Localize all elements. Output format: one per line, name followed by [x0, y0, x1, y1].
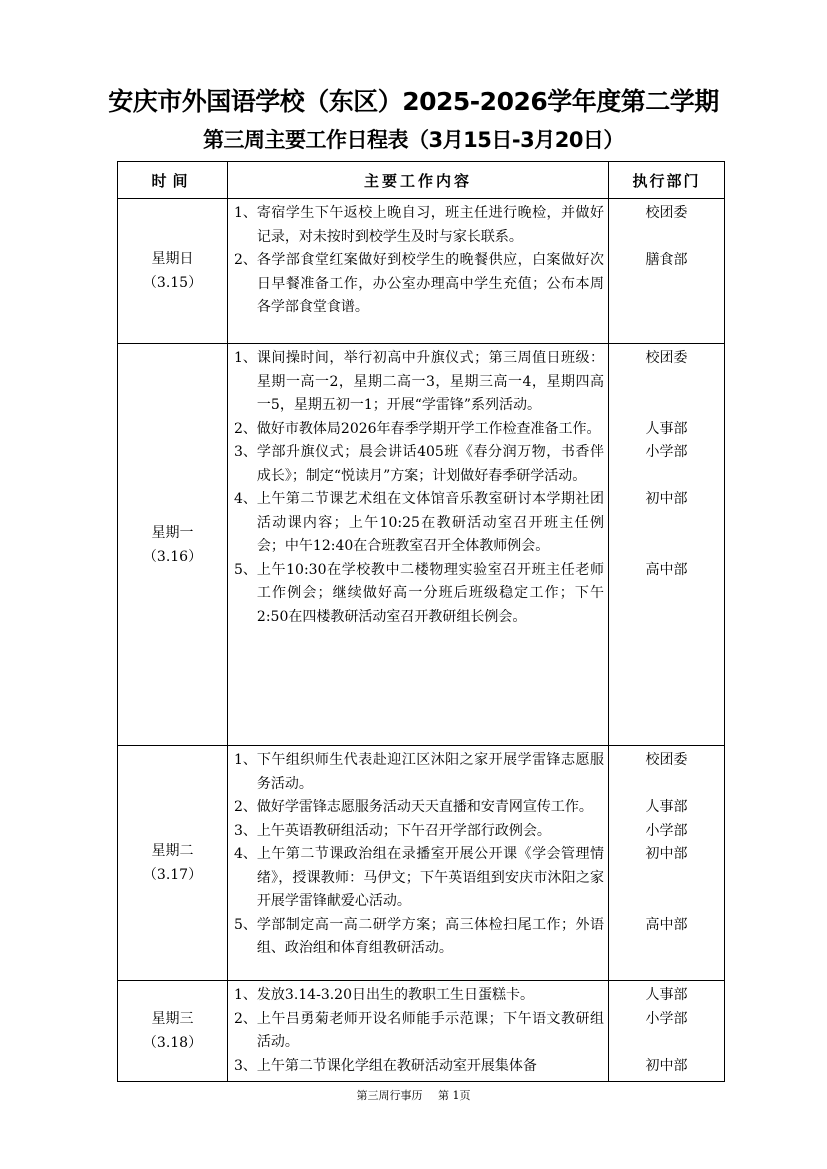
item-number: 1、 [234, 205, 257, 221]
work-item [234, 820, 604, 844]
dept-cell [609, 746, 725, 981]
day-cell [118, 981, 228, 1082]
item-dept: 小学部 [645, 822, 688, 839]
item-text: 上午第二节课化学组在教研活动室开展集体备 [256, 1057, 537, 1074]
day-date: （3.18） [142, 1035, 203, 1051]
item-dept: 人事部 [645, 799, 688, 815]
item-number: 5、 [234, 916, 257, 933]
header-time: 时间 [118, 162, 228, 199]
content-cell [228, 746, 609, 981]
footer-page-number: 第 1页 [438, 1089, 471, 1102]
day-date: （3.17） [142, 867, 203, 883]
work-item [234, 347, 604, 418]
day-name: 星期一 [151, 524, 194, 541]
work-item [234, 249, 604, 320]
work-item [234, 749, 604, 796]
item-number: 4、 [234, 491, 257, 507]
item-text: 上午10:30在学校教中二楼物理实验室召开班主任老师工作例会；继续做好高一分班后班级稳定工作；下午2:50在四楼教研活动室召开教研组长例会。 [256, 561, 604, 625]
item-number: 1、 [234, 987, 257, 1003]
day-row [118, 746, 725, 981]
item-number: 2、 [234, 799, 257, 815]
item-text: 上午英语教研组活动；下午召开学部行政例会。 [256, 822, 551, 839]
item-number: 3、 [234, 444, 257, 460]
header-row [118, 162, 725, 199]
item-dept: 初中部 [645, 491, 688, 507]
item-dept: 小学部 [645, 1010, 688, 1027]
work-item [234, 202, 604, 249]
page-footer [0, 1087, 827, 1103]
item-text: 各学部食堂红案做好到校学生的晚餐供应，白案做好次日早餐准备工作，办公室办理高中学生充值；公布本周各学部食堂食谱。 [256, 252, 604, 315]
item-number: 2、 [234, 1010, 257, 1027]
day-name: 星期日 [151, 251, 194, 267]
item-number: 5、 [234, 561, 257, 578]
item-text: 发放3.14-3.20日出生的教职工生日蛋糕卡。 [256, 987, 534, 1003]
item-text: 课间操时间，举行初高中升旗仪式；第三周值日班级：星期一高一2，星期二高一3，星期三高一4，星期四高一5，星期五初一1；开展“学雷锋”系列活动。 [256, 350, 604, 413]
day-name: 星期二 [151, 843, 194, 859]
work-item [234, 418, 604, 442]
work-item [234, 984, 604, 1008]
day-date: （3.16） [142, 548, 203, 565]
dept-cell [609, 981, 725, 1082]
item-text: 做好学雷锋志愿服务活动天天直播和安青网宣传工作。 [256, 799, 593, 815]
day-name: 星期三 [151, 1011, 194, 1027]
day-cell [118, 746, 228, 981]
work-item [234, 488, 604, 559]
item-number: 1、 [234, 350, 257, 366]
content-cell [228, 199, 609, 344]
header-dept: 执行部门 [609, 162, 725, 199]
day-row [118, 344, 725, 746]
work-item [234, 1008, 604, 1055]
schedule-table [117, 161, 725, 1082]
day-date: （3.15） [142, 275, 203, 291]
content-cell [228, 344, 609, 746]
work-item [234, 441, 604, 488]
item-number: 2、 [234, 252, 257, 268]
item-text: 学部升旗仪式；晨会讲话405班《春分润万物，书香伴成长》；制定“悦读月”方案；计划做好春季研学活动。 [256, 444, 604, 484]
item-dept: 校团委 [645, 752, 688, 768]
dept-cell [609, 344, 725, 746]
item-text: 上午第二节课政治组在录播室开展公开课《学会管理情绪》，授课教师：马伊文；下午英语组到安庆市沐阳之家开展学雷锋献爱心活动。 [256, 846, 604, 909]
content-cell [228, 981, 609, 1082]
item-dept: 小学部 [645, 444, 688, 460]
document-subtitle: 第三周主要工作日程表（3月15日-3月20日） [203, 128, 624, 152]
item-dept: 高中部 [645, 561, 688, 578]
item-dept: 膳食部 [645, 252, 688, 268]
item-number: 1、 [234, 752, 257, 768]
day-cell [118, 344, 228, 746]
footer-label: 第三周行事历 [356, 1089, 423, 1102]
item-number: 3、 [234, 822, 257, 839]
work-item [234, 559, 604, 630]
dept-cell [609, 199, 725, 344]
item-dept: 人事部 [645, 420, 688, 437]
work-item [234, 843, 604, 914]
item-number: 2、 [234, 420, 257, 437]
item-text: 上午第二节课艺术组在文体馆音乐教室研讨本学期社团活动课内容；上午10:25在教研活动室召开班主任例会；中午12:40在合班教室召开全体教师例会。 [256, 491, 604, 554]
item-text: 寄宿学生下午返校上晚自习，班主任进行晚检，并做好记录，对未按时到校学生及时与家长联系。 [256, 205, 604, 245]
item-dept: 初中部 [645, 846, 688, 862]
day-row [118, 199, 725, 344]
work-item [234, 914, 604, 961]
item-dept: 校团委 [645, 205, 688, 221]
item-dept: 人事部 [645, 987, 688, 1003]
item-dept: 高中部 [645, 916, 688, 933]
day-cell [118, 199, 228, 344]
item-number: 3、 [234, 1057, 257, 1074]
item-text: 做好市教体局2026年春季学期开学工作检查准备工作。 [256, 420, 601, 437]
item-text: 上午吕勇菊老师开设名师能手示范课；下午语文教研组活动。 [256, 1010, 604, 1050]
work-item [234, 1055, 604, 1079]
header-content: 主要工作内容 [228, 162, 609, 199]
item-number: 4、 [234, 846, 257, 862]
item-dept: 初中部 [645, 1057, 688, 1074]
document-title: 安庆市外国语学校（东区）2025-2026学年度第二学期 [108, 87, 719, 116]
day-row [118, 981, 725, 1082]
item-text: 学部制定高一高二研学方案；高三体检扫尾工作；外语组、政治组和体育组教研活动。 [256, 916, 604, 956]
work-item [234, 796, 604, 820]
item-dept: 校团委 [645, 350, 688, 366]
item-text: 下午组织师生代表赴迎江区沐阳之家开展学雷锋志愿服务活动。 [256, 752, 604, 792]
